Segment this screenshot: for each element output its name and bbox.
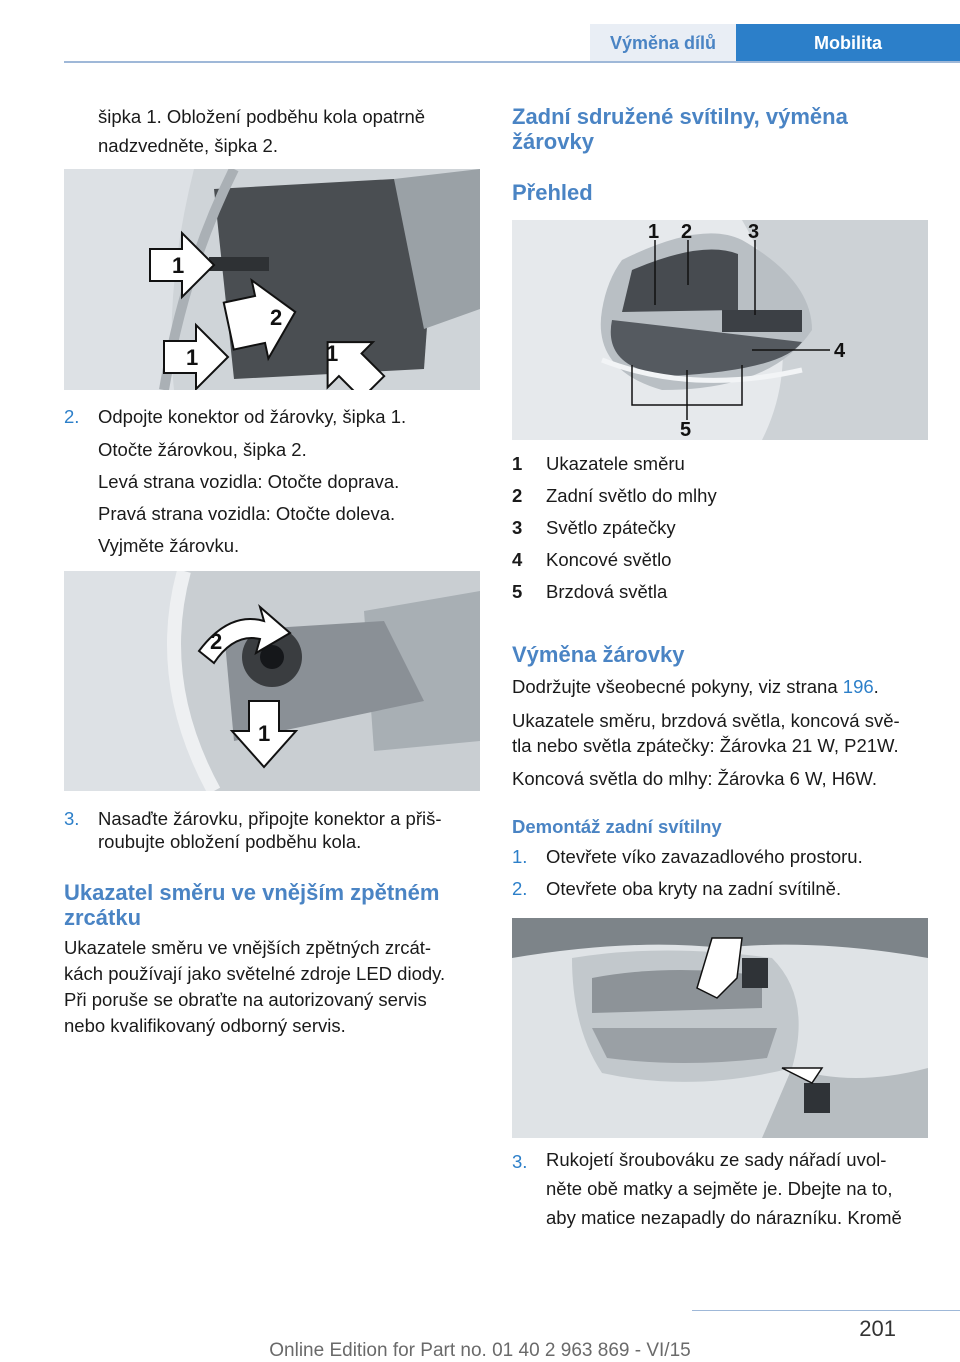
removal-step-2-text: Otevřete oba kryty na zadní svítilně. xyxy=(546,878,842,899)
legend-text-2: Zadní světlo do mlhy xyxy=(546,485,717,506)
fig3-label-5: 5 xyxy=(680,419,692,440)
legend-num-1: 1 xyxy=(512,453,523,474)
legend-num-4: 4 xyxy=(512,549,523,570)
subheading-overview: Přehled xyxy=(512,180,593,205)
subheading-removal: Demontáž zadní svítilny xyxy=(512,816,722,837)
mirror-para-line-1: Ukazatele směru ve vnějších zpětných zrcát- xyxy=(64,937,432,958)
removal-step-2-number: 2. xyxy=(512,878,528,899)
legend-num-5: 5 xyxy=(512,581,523,602)
page-number: 201 xyxy=(859,1316,896,1341)
fig2-label-1: 1 xyxy=(258,721,271,746)
removal-step-1-text: Otevřete víko zavazadlového prostoru. xyxy=(546,846,863,867)
rear-light-overview-figure xyxy=(512,220,928,440)
step-2-line-1: Odpojte konektor od žárovky, šipka 1. xyxy=(98,406,407,427)
fig3-label-2: 2 xyxy=(681,221,693,243)
removal-step-3-line-2: něte obě matky a sejměte je. Dbejte na to, xyxy=(546,1178,893,1199)
step-2-line-3: Levá strana vozidla: Otočte doprava. xyxy=(98,471,400,492)
fig1-label-4: 1 xyxy=(326,341,339,366)
step-2-number: 2. xyxy=(64,406,80,427)
heading-rear-lights-1: Zadní sdružené svítilny, výměna xyxy=(512,104,848,129)
heading-bulb-replacement: Výměna žárovky xyxy=(512,642,685,667)
header-section-tab[interactable]: Výměna dílů xyxy=(590,24,736,62)
bulb-removal-figure xyxy=(64,571,480,791)
step-2-line-2: Otočte žárovkou, šipka 2. xyxy=(98,439,307,460)
intro-line-1: šipka 1. Obložení podběhu kola opatrně xyxy=(98,106,426,127)
legend-text-1: Ukazatele směru xyxy=(546,453,685,474)
fig1-label-1: 1 xyxy=(172,253,185,278)
fig3-label-4: 4 xyxy=(834,340,846,362)
mirror-para-line-2: kách používají jako světelné zdroje LED diody. xyxy=(64,963,446,984)
footer-divider xyxy=(692,1310,960,1311)
removal-step-1-number: 1. xyxy=(512,846,528,867)
step-3-line-1: Nasaďte žárovku, připojte konektor a přiš- xyxy=(98,808,442,829)
fig1-label-2: 2 xyxy=(270,305,283,330)
legend-text-4: Koncové světlo xyxy=(546,549,672,570)
step-3-number: 3. xyxy=(64,808,80,829)
legend-num-3: 3 xyxy=(512,517,523,538)
fig3-label-1: 1 xyxy=(648,221,660,243)
fig2-label-2: 2 xyxy=(210,629,223,654)
general-notes-para xyxy=(512,670,879,703)
removal-step-3-number: 3. xyxy=(512,1151,528,1172)
bulb-spec-line-2: tla nebo světla zpátečky: Žárovka 21 W, P21W. xyxy=(512,735,899,756)
intro-line-2: nadzvedněte, šipka 2. xyxy=(98,135,278,156)
general-notes-end: . xyxy=(873,676,879,697)
legend-text-3: Světlo zpátečky xyxy=(546,517,676,538)
edition-footer: Online Edition for Part no. 01 40 2 963 869 - VI/15 xyxy=(269,1340,691,1361)
legend-text-5: Brzdová světla xyxy=(546,581,668,602)
heading-mirror-indicator-2: zrcátku xyxy=(64,905,142,930)
mirror-para-line-4: nebo kvalifikovaný odborný servis. xyxy=(64,1015,346,1036)
general-notes-text: Dodržujte všeobecné pokyny, viz strana xyxy=(512,676,843,697)
heading-rear-lights-2: žárovky xyxy=(512,129,594,154)
fig1-label-3: 1 xyxy=(186,345,199,370)
heading-mirror-indicator-1: Ukazatel směru ve vnějším zpětném xyxy=(64,880,440,905)
step-2-line-4: Pravá strana vozidla: Otočte doleva. xyxy=(98,503,396,524)
bulb-spec-line-1: Ukazatele směru, brzdová světla, koncová svě- xyxy=(512,710,900,731)
legend-num-2: 2 xyxy=(512,485,523,506)
page-link-196[interactable]: 196 xyxy=(842,676,874,697)
header-chapter-tab[interactable]: Mobilita xyxy=(736,24,960,62)
trunk-lid-cover-figure xyxy=(512,918,928,1138)
mirror-para-line-3: Při poruše se obraťte na autorizovaný servis xyxy=(64,989,427,1010)
removal-step-3-line-1: Rukojetí šroubováku ze sady nářadí uvol- xyxy=(546,1149,887,1170)
header-divider xyxy=(64,61,960,63)
wheel-arch-figure xyxy=(64,169,480,390)
step-2-line-5: Vyjměte žárovku. xyxy=(98,535,240,556)
step-3-line-2: roubujte obložení podběhu kola. xyxy=(98,831,362,852)
fig3-label-3: 3 xyxy=(748,221,760,243)
fog-light-spec: Koncová světla do mlhy: Žárovka 6 W, H6W. xyxy=(512,768,878,789)
removal-step-3-line-3: aby matice nezapadly do nárazníku. Kromě xyxy=(546,1207,902,1228)
